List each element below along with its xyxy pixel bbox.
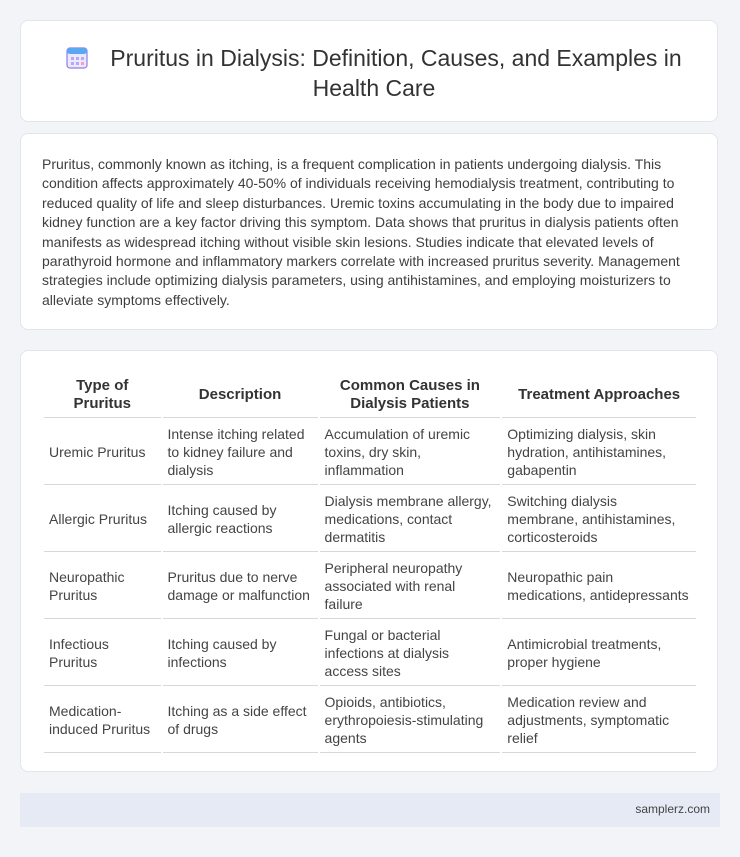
cell-type: Neuropathic Pruritus [44,552,161,619]
pruritus-table [42,373,698,753]
header-treatment: Treatment Approaches [502,373,696,418]
table-row [44,686,696,753]
cell-treatment: Antimicrobial treatments, proper hygiene [502,619,696,686]
cell-type: Medication-induced Pruritus [44,686,161,753]
footer-bar [20,793,720,827]
header-type: Type of Pruritus [44,373,161,418]
page-title: Pruritus in Dialysis: Definition, Causes, and Examples in Health Care [110,45,682,101]
calendar-icon [66,45,88,69]
table-header-row [44,373,696,418]
cell-type: Uremic Pruritus [44,418,161,485]
table-row [44,418,696,485]
cell-causes: Opioids, antibiotics, erythropoiesis-stimulating agents [320,686,501,753]
header-description: Description [163,373,318,418]
cell-treatment: Medication review and adjustments, symptomatic relief [502,686,696,753]
intro-card [20,133,718,330]
cell-description: Pruritus due to nerve damage or malfunction [163,552,318,619]
cell-type: Infectious Pruritus [44,619,161,686]
cell-treatment: Optimizing dialysis, skin hydration, antihistamines, gabapentin [502,418,696,485]
page-title-wrap [51,43,697,103]
intro-paragraph: Pruritus, commonly known as itching, is a frequent complication in patients undergoing dialysis. This condition affects approximately 40-50% of individuals receiving hemodialysis treatment, contributing to reduced quality of life and sleep disturbances. Uremic toxins accumulating in the body due to impaired kidney function are a key factor driving this symptom. Data shows that pruritus in dialysis patients often manifests as widespread itching without visible skin lesions. Studies indicate that elevated levels of parathyroid hormone and inflammatory markers correlate with increased pruritus severity. Management strategies include optimizing dialysis parameters, using antihistamines, and employing moisturizers to alleviate symptoms effectively. [42,156,680,308]
cell-causes: Fungal or bacterial infections at dialysis access sites [320,619,501,686]
cell-causes: Dialysis membrane allergy, medications, contact dermatitis [320,485,501,552]
cell-treatment: Switching dialysis membrane, antihistamines, corticosteroids [502,485,696,552]
cell-treatment: Neuropathic pain medications, antidepressants [502,552,696,619]
cell-causes: Peripheral neuropathy associated with renal failure [320,552,501,619]
cell-causes: Accumulation of uremic toxins, dry skin, inflammation [320,418,501,485]
title-card [20,20,718,122]
cell-description: Itching caused by infections [163,619,318,686]
cell-type: Allergic Pruritus [44,485,161,552]
cell-description: Intense itching related to kidney failure and dialysis [163,418,318,485]
header-causes: Common Causes in Dialysis Patients [320,373,501,418]
footer-site-link[interactable]: samplerz.com [635,802,710,816]
cell-description: Itching caused by allergic reactions [163,485,318,552]
table-row [44,485,696,552]
table-card [20,350,718,772]
table-row [44,552,696,619]
cell-description: Itching as a side effect of drugs [163,686,318,753]
table-row [44,619,696,686]
